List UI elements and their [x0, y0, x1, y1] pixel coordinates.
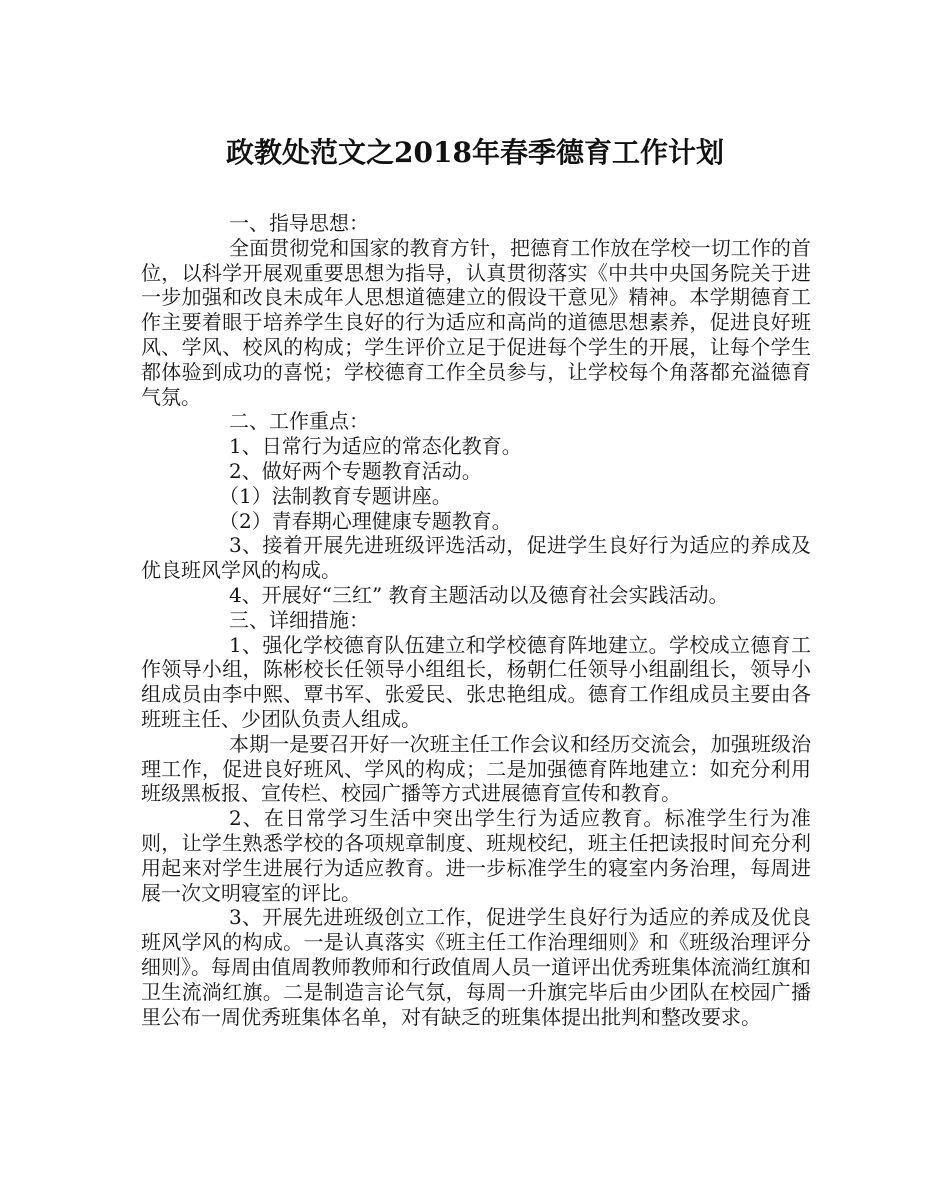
- paragraph-measure-1-detail: 本期一是要召开好一次班主任工作会议和经历交流会，加强班级治理工作，促进良好班风、学风的构成；二是加强德育阵地建立：如充分利用班级黑板报、宣传栏、校园广播等方式进展德育宣传和教育。: [141, 731, 811, 806]
- section-heading-work-focus: 二、工作重点：: [229, 409, 369, 434]
- paragraph-measure-2: 2、在日常学习生活中突出学生行为适应教育。标准学生行为准则，让学生熟悉学校的各项规章制度、班规校纪，班主任把读报时间充分利用起来对学生进展行为适应教育。进一步标准学生的寝室内务治理，每周进展一次文明寝室的评比。: [141, 806, 811, 905]
- paragraph-measure-1: 1、强化学校德育队伍建立和学校德育阵地建立。学校成立德育工作领导小组，陈彬校长任领导小组组长，杨朝仁任领导小组副组长，领导小组成员由李中熙、覃书军、张爱民、张忠艳组成。德育工作组成员主要由各班班主任、少团队负责人组成。: [141, 632, 811, 731]
- list-subitem-adolescent-health: （2）青春期心理健康专题教育。: [219, 508, 512, 533]
- document-body: [141, 211, 811, 1029]
- paragraph-guiding-ideology: 全面贯彻党和国家的教育方针，把德育工作放在学校一切工作的首位，以科学开展观重要思想为指导，认真贯彻落实《中共中央国务院关于进一步加强和改良未成年人思想道德建立的假设干意见》精神。本学期德育工作主要着眼于培养学生良好的行为适应和高尚的道德思想素养，促进良好班风、学风、校风的构成；学生评价立足于促进每个学生的开展，让每个学生都体验到成功的喜悦；学校德育工作全员参与，让学校每个角落都充溢德育气氛。: [141, 235, 811, 409]
- list-item-focus-2: 2、做好两个专题教育活动。: [229, 458, 482, 483]
- paragraph-measure-3: 3、开展先进班级创立工作，促进学生良好行为适应的养成及优良班风学风的构成。一是认真落实《班主任工作治理细则》和《班级治理评分细则》。每周由值周教师教师和行政值周人员一道评出优秀班集体流淌红旗和卫生流淌红旗。二是制造言论气氛，每周一升旗完毕后由少团队在校园广播里公布一周优秀班集体名单，对有缺乏的班集体提出批判和整改要求。: [141, 905, 811, 1029]
- list-item-focus-4: 4、开展好“三红” 教育主题活动以及德育社会实践活动。: [229, 582, 729, 607]
- list-item-focus-1: 1、日常行为适应的常态化教育。: [229, 434, 522, 459]
- document-title: 政教处范文之2018年春季德育工作计划: [226, 136, 724, 169]
- section-heading-measures: 三、详细措施：: [229, 607, 369, 632]
- list-item-focus-3: 3、接着开展先进班级评选活动，促进学生良好行为适应的养成及优良班风学风的构成。: [141, 533, 811, 583]
- list-subitem-legal-education: （1）法制教育专题讲座。: [219, 483, 452, 508]
- section-heading-guiding-ideology: 一、指导思想：: [229, 211, 369, 235]
